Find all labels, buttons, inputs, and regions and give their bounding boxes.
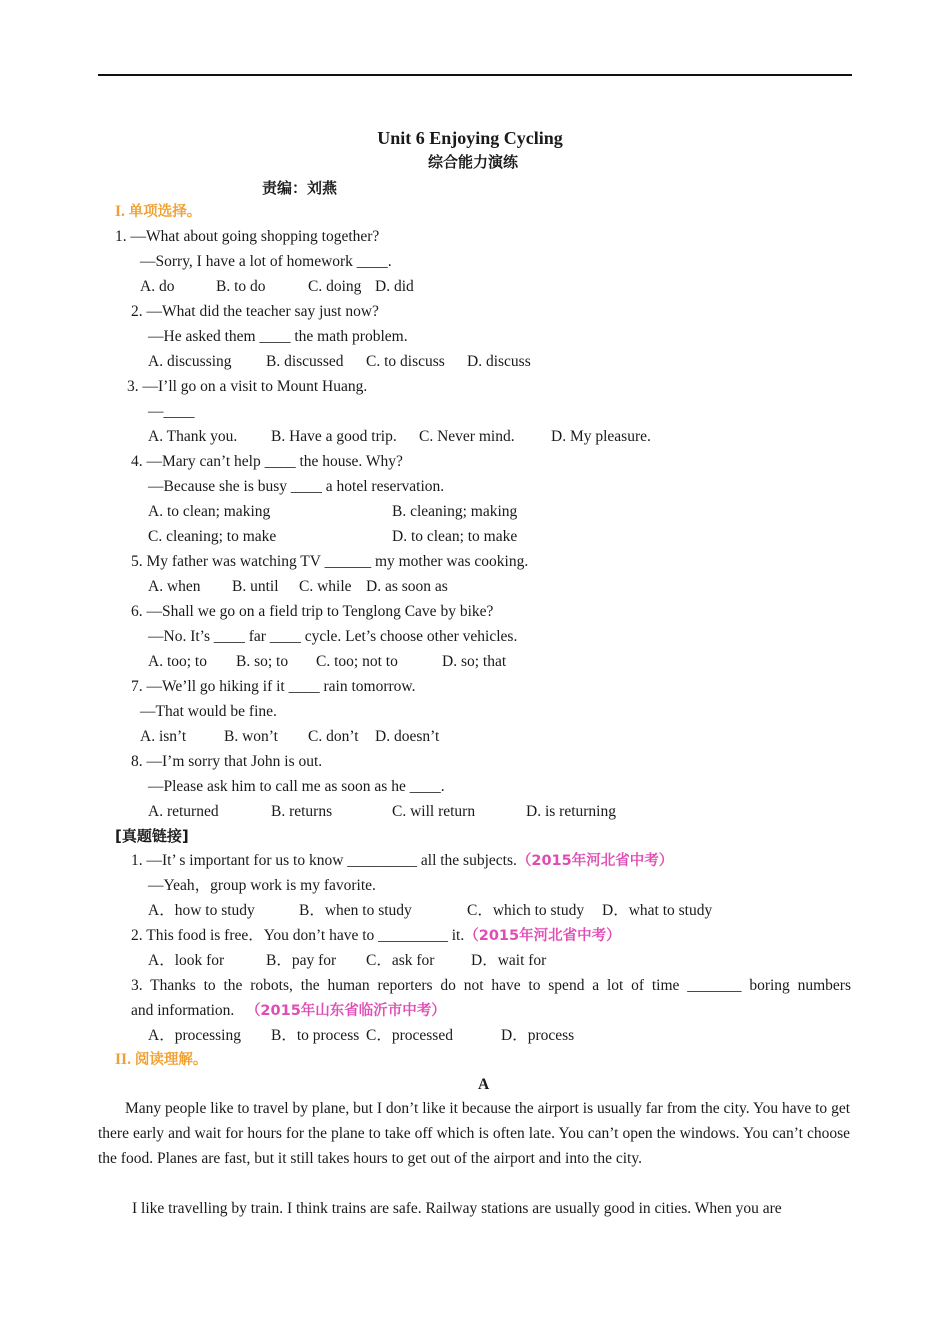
link-1-option-b[interactable]: B．when to study <box>299 902 412 919</box>
question-4-option-c[interactable]: C. cleaning; to make <box>148 528 277 545</box>
link-2-option-a[interactable]: A．look for <box>148 952 225 969</box>
question-3-prompt: 3. —I’ll go on a visit to Mount Huang. <box>127 378 368 395</box>
link-1-option-a[interactable]: A．how to study <box>148 902 255 919</box>
question-6-option-a[interactable]: A. too; to <box>148 653 207 670</box>
page-subtitle: 综合能力演练 <box>427 153 518 171</box>
question-2-option-c[interactable]: C. to discuss <box>366 353 445 370</box>
question-5-option-a[interactable]: A. when <box>148 578 201 595</box>
question-1-prompt: 1. —What about going shopping together? <box>115 228 380 245</box>
link-3-option-b[interactable]: B．to process <box>271 1027 360 1044</box>
link-1-option-d[interactable]: D．what to study <box>602 902 713 919</box>
question-7-prompt: 7. —We’ll go hiking if it ____ rain tomorrow. <box>131 678 416 695</box>
header-rule <box>98 74 852 76</box>
passage-paragraph-2: I like travelling by train. I think trains are safe. Railway stations are usually good in cities. When you are <box>132 1200 782 1217</box>
link-1-prompt: 1. ―It’ s important for us to know _________ all the subjects.（2015年河北省中考） <box>131 852 674 869</box>
question-4-option-d[interactable]: D. to clean; to make <box>392 528 518 545</box>
section-2-heading: II. 阅读理解。 <box>115 1051 208 1068</box>
question-1-option-b[interactable]: B. to do <box>216 278 266 295</box>
question-6-reply: —No. It’s ____ far ____ cycle. Let’s choose other vehicles. <box>148 628 518 645</box>
question-1-reply: —Sorry, I have a lot of homework ____. <box>140 253 392 270</box>
link-2-prompt: 2. This food is free．You don’t have to _________ it.（2015年河北省中考） <box>131 927 621 944</box>
question-7-option-a[interactable]: A. isn’t <box>140 728 187 745</box>
passage-label: A <box>478 1076 490 1093</box>
question-3-reply: —____ <box>148 403 195 420</box>
link-2-option-d[interactable]: D．wait for <box>471 952 547 969</box>
question-4-option-a[interactable]: A. to clean; making <box>148 503 271 520</box>
link-2-option-c[interactable]: C．ask for <box>366 952 435 969</box>
question-8-reply: —Please ask him to call me as soon as he ____. <box>148 778 445 795</box>
question-7-option-c[interactable]: C. don’t <box>308 728 359 745</box>
question-1-option-d[interactable]: D. did <box>375 278 414 295</box>
question-8-option-c[interactable]: C. will return <box>392 803 476 820</box>
editor-line: 责编：刘燕 <box>262 179 338 197</box>
question-8-option-d[interactable]: D. is returning <box>526 803 616 820</box>
question-5-option-c[interactable]: C. while <box>299 578 352 595</box>
question-8-prompt: 8. —I’m sorry that John is out. <box>131 753 323 770</box>
section-1-heading: I. 单项选择。 <box>115 203 202 220</box>
question-6-option-c[interactable]: C. too; not to <box>316 653 398 670</box>
question-3-option-c[interactable]: C. Never mind. <box>419 428 515 445</box>
page-title: Unit 6 Enjoying Cycling <box>377 128 563 148</box>
question-7-option-b[interactable]: B. won’t <box>224 728 278 745</box>
question-4-option-b[interactable]: B. cleaning; making <box>392 503 518 520</box>
question-6-option-d[interactable]: D. so; that <box>442 653 507 670</box>
question-2-option-a[interactable]: A. discussing <box>148 353 232 370</box>
link-1-option-c[interactable]: C．which to study <box>467 902 585 919</box>
link-1-source: （2015年河北省中考） <box>516 853 674 869</box>
question-7-reply: —That would be fine. <box>140 703 277 720</box>
question-6-option-b[interactable]: B. so; to <box>236 653 289 670</box>
link-2-source: （2015年河北省中考） <box>464 928 621 944</box>
question-3-option-b[interactable]: B. Have a good trip. <box>271 428 397 445</box>
question-4-prompt: 4. —Mary can’t help ____ the house. Why? <box>131 453 403 470</box>
question-1-option-a[interactable]: A. do <box>140 278 175 295</box>
link-3-option-d[interactable]: D．process <box>501 1027 575 1044</box>
question-2-prompt: 2. —What did the teacher say just now? <box>131 303 379 320</box>
link-3-option-a[interactable]: A．processing <box>148 1027 241 1044</box>
question-5-option-b[interactable]: B. until <box>232 578 279 595</box>
question-2-reply: —He asked them ____ the math problem. <box>148 328 408 345</box>
question-2-option-d[interactable]: D. discuss <box>467 353 531 370</box>
link-2-option-b[interactable]: B．pay for <box>266 952 337 969</box>
link-3-prompt-line1: 3. Thanks to the robots, the human reporters do not have to spend a lot of time _______ boring numbers <box>131 977 851 994</box>
link-1-reply: ―Yeah，group work is my favorite. <box>148 877 376 894</box>
question-3-option-a[interactable]: A. Thank you. <box>148 428 238 445</box>
link-heading: [真题链接] <box>115 827 189 845</box>
question-4-reply: —Because she is busy ____ a hotel reservation. <box>148 478 445 495</box>
link-3-source: （2015年山东省临沂市中考） <box>245 1003 446 1019</box>
question-5-prompt: 5. My father was watching TV ______ my mother was cooking. <box>131 553 529 570</box>
question-8-option-b[interactable]: B. returns <box>271 803 333 820</box>
question-6-prompt: 6. —Shall we go on a field trip to Tenglong Cave by bike? <box>131 603 494 620</box>
link-3-prompt-line2: and information. （2015年山东省临沂市中考） <box>131 1002 446 1019</box>
question-3-option-d[interactable]: D. My pleasure. <box>551 428 651 445</box>
passage-paragraph-1: Many people like to travel by plane, but I don’t like it because the airport is usually far from the city. You have to get there early and wait for hours for the plane to take off which is often late. You can’t open the windows. You can’t choose the food. Planes are fast, but it still takes hours to get out of the airport and into the city. <box>98 1100 850 1167</box>
question-2-option-b[interactable]: B. discussed <box>266 353 344 370</box>
link-3-option-c[interactable]: C．processed <box>366 1027 453 1044</box>
question-7-option-d[interactable]: D. doesn’t <box>375 728 440 745</box>
question-5-option-d[interactable]: D. as soon as <box>366 578 448 595</box>
question-1-option-c[interactable]: C. doing <box>308 278 362 295</box>
question-8-option-a[interactable]: A. returned <box>148 803 219 820</box>
